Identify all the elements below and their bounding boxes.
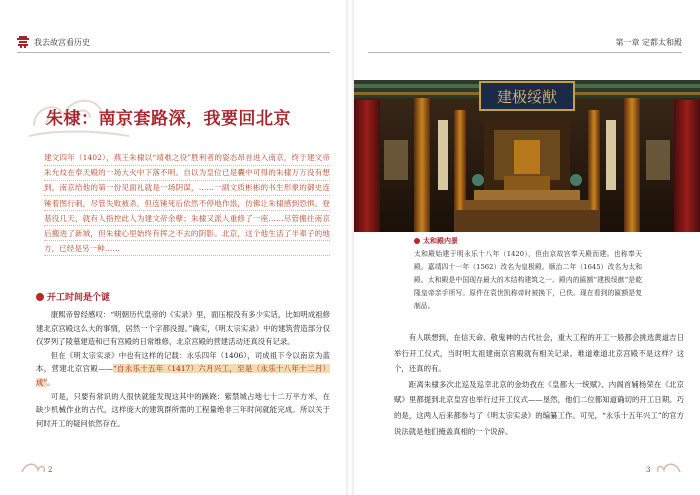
paragraph: 康熙帝曾经感叹：“明朝历代皇帝的《实录》里，面压根没有多少实话，比如明成祖修建北京宫殿这么大的事情，居然一个字都没提。”确实，《明太宗实录》中的建筑营造部分仅仅罗列了陵墓建造和已有宫殿的日常维修，北京宫殿的营建活动还真没有记录。 <box>36 310 330 347</box>
dotted-rule <box>44 194 330 196</box>
photo-caption <box>414 236 642 313</box>
section-heading <box>36 290 110 303</box>
page-ornament-icon <box>20 460 48 476</box>
paragraph: 可是，只要有常识的人很快就能发现这其中的蹊跷：紫禁城占地七十二万平方米，在缺少机械作业的古代，这样庞大的建筑群所需的工程量绝非三年时间就能完成。所以关于何时开工的疑问依然存在。 <box>36 391 330 428</box>
hall-interior-photo <box>354 80 700 232</box>
caption-heading-text: 太和殿内景 <box>423 237 458 245</box>
running-header-right: 第一章 定都太和殿 <box>615 38 682 47</box>
bullet-icon <box>414 238 420 244</box>
page-number: 2 <box>48 466 53 474</box>
dotted-rule <box>44 164 330 166</box>
header-rule <box>17 52 330 53</box>
dotted-rule <box>44 254 330 256</box>
header-rule <box>368 52 682 53</box>
intro-text: 建文四年（1402），燕王朱棣以“靖难之役”胜利者的姿态昂首进入南京，终于建文帝朱允炆在奉天殿的一场大火中下落不明。自以为皇位已是囊中可得的朱棣万万没有想到，南京给他的第一份见面礼就是一场阴谋，……一副文质彬彬的书生形象的御史连锤着图行刺，尽管失败被杀，但连锤死后依然不停地作祟，仿佛让朱棣感到恐惧。登基没几天，就有人指控此人为建文帝余孽；朱棣又派人重修了一座……尽管搬往南京后搬进了新城，但朱棣心里始终有挥之不去的阴影。北京，这个他生活了半辈子的地方，已经是另一种…… <box>44 153 330 254</box>
right-body-text <box>394 330 684 439</box>
chapter-title: 朱棣：南京套路深，我要回北京 <box>46 109 291 129</box>
paragraph: 有人联想到，在信天命、敬鬼神的古代社会，重大工程的开工一般都会挑选黄道吉日举行开工仪式，当时明太祖建南京宫殿就有相关记录。难道难道北京宫殿不是这样？这个，还真的有。 <box>394 333 684 374</box>
bullet-icon <box>36 293 44 301</box>
page-ornament-icon <box>654 460 682 476</box>
dotted-rule <box>44 239 330 241</box>
highlighted-quote: “自永乐十五年（1417）六月兴工，至是（永乐十八年十二月）成” <box>36 364 330 387</box>
caption-text: 太和殿始建于明永乐十八年（1420），但由京故宫奉天殿而建。也称奉天殿。嘉靖四十一年（1562）改名为皇极殿。顺治二年（1645）改名为太和殿。太和殿是中国现存最大的木结构建筑之一。殿内的匾额“建极绥猷”是乾隆皇帝亲手所写。原件在袁世凯称帝时被换下，已佚。现在看到的匾额是复制品。 <box>414 250 642 310</box>
plaque-text: 建极绥猷 <box>496 88 558 106</box>
left-body-text <box>36 308 330 430</box>
section-heading-text: 开工时间是个谜 <box>47 293 111 303</box>
running-header-left: 我去故宫看历史 <box>34 38 90 47</box>
paragraph-text: 。 <box>47 377 55 387</box>
chapter-intro <box>44 150 330 256</box>
book-gutter <box>346 0 354 495</box>
dotted-rule <box>44 179 330 181</box>
dotted-rule <box>44 209 330 211</box>
page-number: 3 <box>646 466 651 474</box>
paragraph: 距离朱棣多次北巡及巡幸北京的金幼孜在《皇都大一统赋》、内阁首辅杨荣在《北京赋》里都提到北京皇宫也举行过开工仪式——垦然，他们二位都知道确切的开工日期。巧的是，这两人后来都参与了《明太宗实录》的编纂工作。可见，“永乐十五年兴工”的官方说法就是他们掩盖真相的一个说辞。 <box>394 379 684 436</box>
right-page <box>354 0 700 495</box>
dotted-rule <box>44 224 330 226</box>
paragraph <box>36 349 330 390</box>
palace-icon <box>17 36 29 48</box>
paragraph-text: 但在《明太宗实录》中也有这样的记载：永乐四年（1406），司成祖下令以南京为蓝本，营建北京宫殿—— <box>36 350 330 374</box>
left-page <box>0 0 346 495</box>
caption-heading <box>414 236 642 246</box>
